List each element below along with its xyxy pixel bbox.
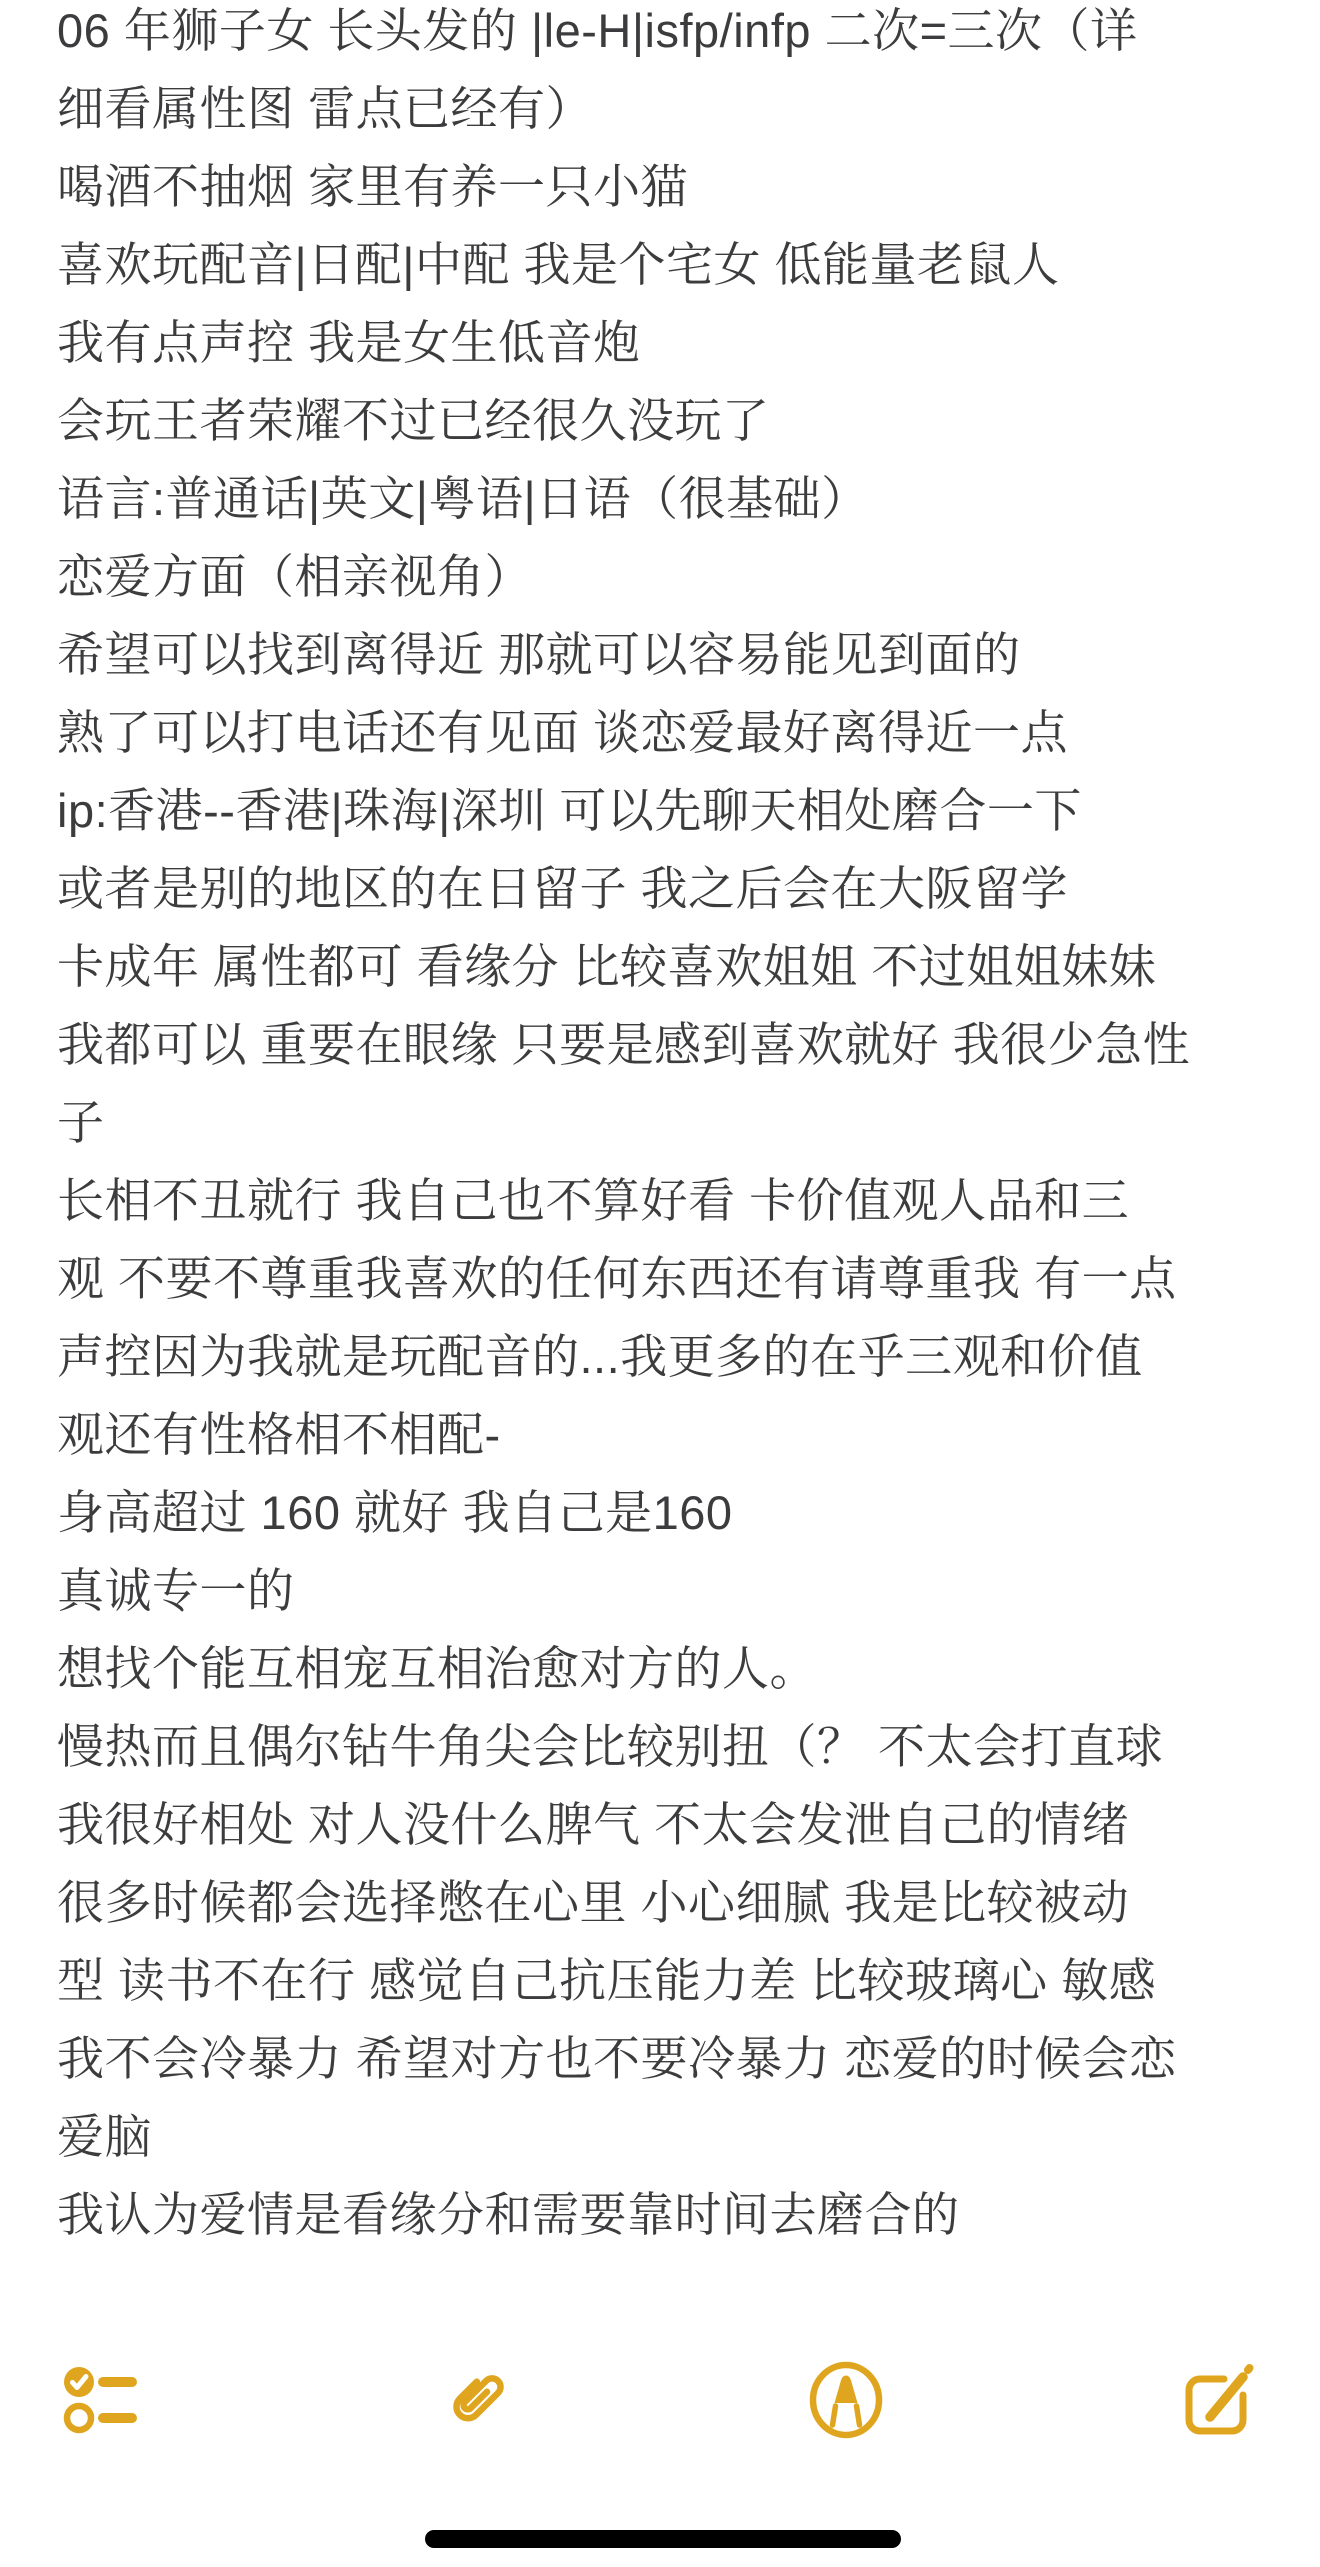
note-text-line: 喝酒不抽烟 家里有养一只小猫 [57,160,689,213]
note-text-line: 我认为爱情是看缘分和需要靠时间去磨合的 [57,2188,960,2241]
note-text-line: 或者是别的地区的在日留子 我之后会在大阪留学 [57,862,1069,915]
note-text-line: 我很好相处 对人没什么脾气 不太会发泄自己的情绪 [57,1798,1130,1851]
note-text-line: 爱脑 [57,2110,152,2163]
note-text-line: 观还有性格相不相配- [57,1408,501,1461]
note-text-line: 子 [57,1096,105,1149]
bottom-toolbar [0,2352,1320,2448]
note-text-line: 我有点声控 我是女生低音炮 [57,316,641,369]
note-text-line: 身高超过 160 就好 我自己是160 [57,1486,733,1539]
note-text-line: ip:香港--香港|珠海|深圳 可以先聊天相处磨合一下 [57,784,1082,837]
note-text-line: 恋爱方面（相亲视角） [57,550,532,603]
checklist-icon [63,2365,139,2435]
note-text-line: 真诚专一的 [57,1564,295,1617]
attachment-button[interactable] [435,2359,513,2441]
note-text-line: 想找个能互相宠互相治愈对方的人。 [57,1642,817,1695]
note-text-line: 我不会冷暴力 希望对方也不要冷暴力 恋爱的时候会恋 [57,2032,1177,2085]
note-text-line: 声控因为我就是玩配音的...我更多的在乎三观和价值 [57,1330,1143,1383]
note-text-line: 细看属性图 雷点已经有） [57,82,594,135]
markup-pen-icon [808,2361,884,2439]
note-text-line: 喜欢玩配音|日配|中配 我是个宅女 低能量老鼠人 [57,238,1060,291]
note-text-line: 型 读书不在行 感觉自己抗压能力差 比较玻璃心 敏感 [57,1954,1157,2007]
note-text-line: 卡成年 属性都可 看缘分 比较喜欢姐姐 不过姐姐妹妹 [57,940,1157,993]
note-text-line: 语言:普通话|英文|粤语|日语（很基础） [57,472,869,525]
paperclip-icon [436,2362,512,2438]
markup-button[interactable] [807,2359,885,2441]
note-text-line: 长相不丑就行 我自己也不算好看 卡价值观人品和三 [57,1174,1130,1227]
note-text-line: 慢热而且偶尔钻牛角尖会比较别扭（？ 不太会打直球 [57,1720,1164,1773]
checklist-button[interactable] [62,2359,140,2441]
note-text-line: 观 不要不尊重我喜欢的任何东西还有请尊重我 有一点 [57,1252,1177,1305]
note-text-line: 06 年狮子女 长头发的 |le-H|isfp/infp 二次=三次（详 [57,4,1138,57]
note-text-line: 很多时候都会选择憋在心里 小心细腻 我是比较被动 [57,1876,1130,1929]
compose-button[interactable] [1180,2359,1258,2441]
compose-icon [1180,2359,1258,2441]
note-text-line: 我都可以 重要在眼缘 只要是感到喜欢就好 我很少急性 [57,1018,1191,1071]
note-text-line: 会玩王者荣耀不过已经很久没玩了 [57,394,770,447]
note-text-line: 熟了可以打电话还有见面 谈恋爱最好离得近一点 [57,706,1069,759]
note-text-line: 希望可以找到离得近 那就可以容易能见到面的 [57,628,1021,681]
home-indicator[interactable] [425,2530,901,2548]
